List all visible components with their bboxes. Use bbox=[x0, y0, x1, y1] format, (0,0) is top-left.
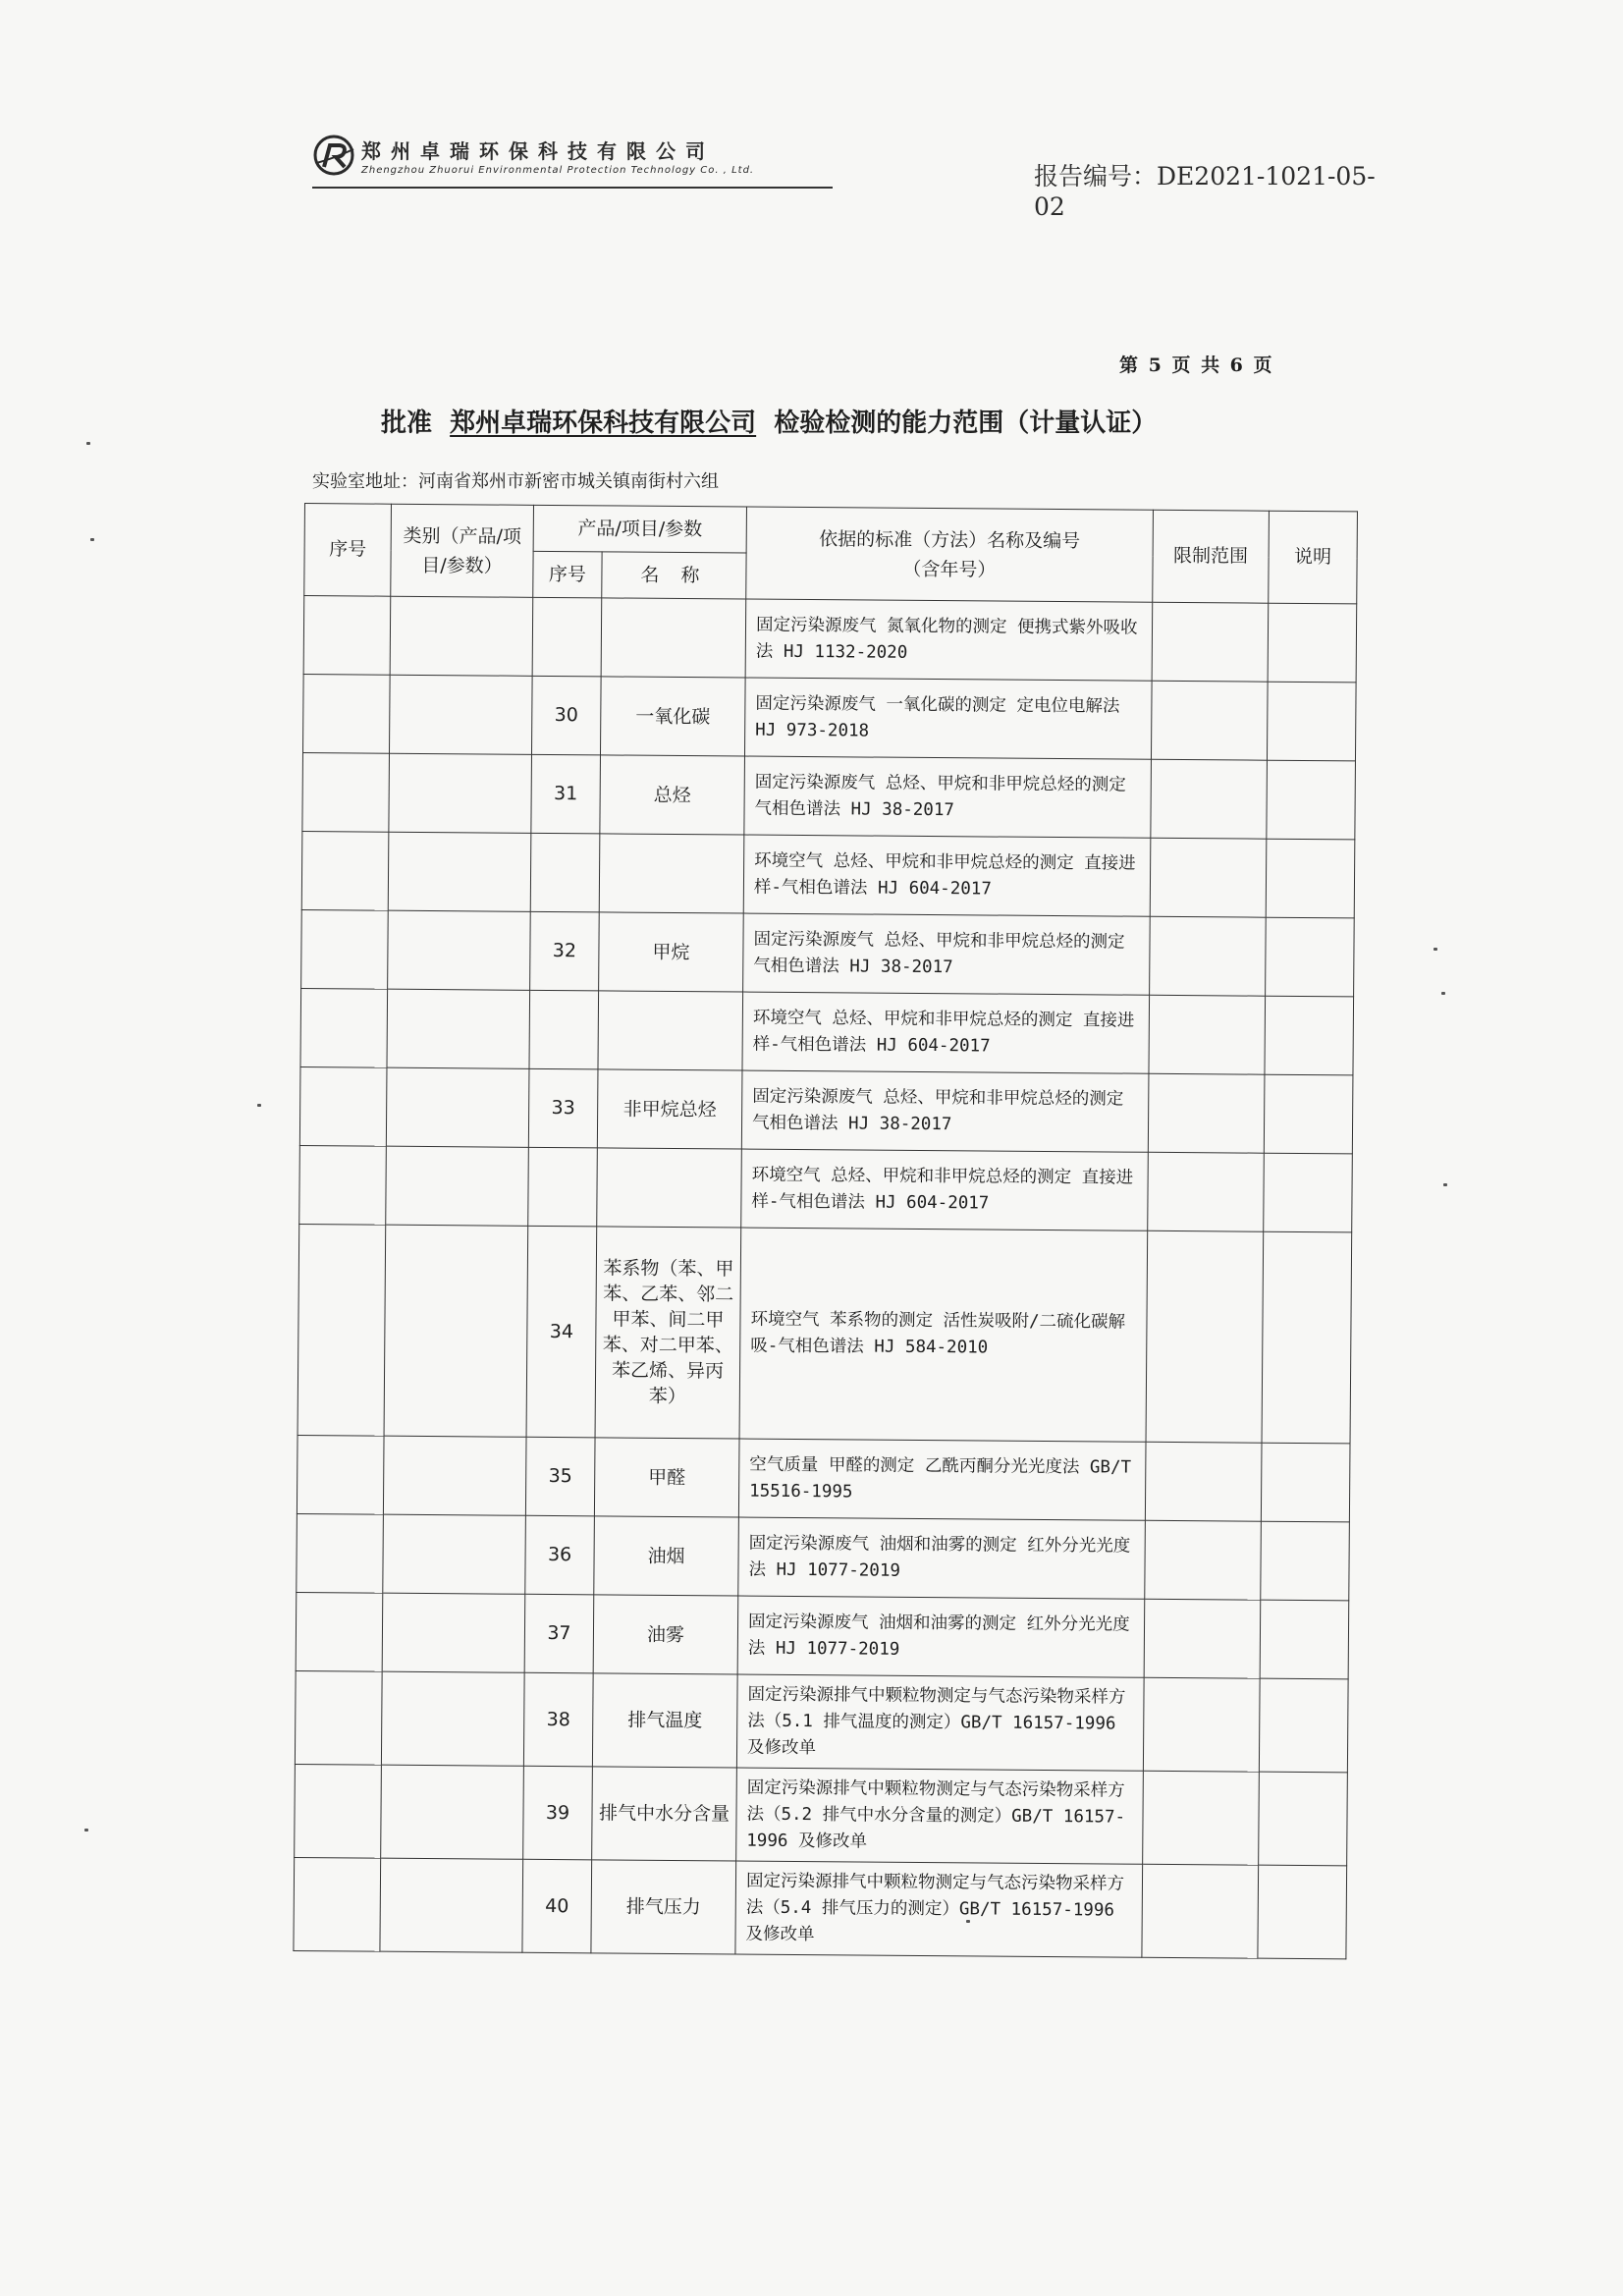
scan-speck bbox=[86, 442, 90, 445]
row-limit bbox=[1146, 1230, 1264, 1443]
row-note bbox=[1266, 917, 1355, 997]
row-note bbox=[1267, 682, 1356, 761]
row-limit bbox=[1144, 1599, 1261, 1678]
scan-speck bbox=[257, 1104, 261, 1107]
row-sub-seq: 39 bbox=[523, 1766, 593, 1860]
row-note bbox=[1260, 1600, 1349, 1679]
row-limit bbox=[1148, 1073, 1265, 1153]
header-note: 说明 bbox=[1269, 511, 1358, 604]
row-sub-seq: 37 bbox=[524, 1594, 594, 1673]
header-sub-seq: 序号 bbox=[533, 551, 602, 598]
row-standard: 固定污染源排气中颗粒物测定与气态污染物采样方法（5.2 排气中水分含量的测定）GB/T 16157-1996 及修改单 bbox=[736, 1768, 1144, 1864]
row-standard: 固定污染源废气 氮氧化物的测定 便携式紫外吸收法 HJ 1132-2020 bbox=[745, 599, 1153, 681]
row-name: 一氧化碳 bbox=[600, 677, 745, 756]
row-note bbox=[1264, 1153, 1353, 1232]
company-name-cn: 郑州卓瑞环保科技有限公司 bbox=[361, 139, 715, 163]
header-product-group: 产品/项目/参数 bbox=[533, 505, 746, 553]
row-category bbox=[384, 1225, 528, 1437]
row-standard: 环境空气 总烃、甲烷和非甲烷总烃的测定 直接进样-气相色谱法 HJ 604-2017 bbox=[741, 1149, 1149, 1230]
row-note bbox=[1258, 1865, 1347, 1959]
row-sub-seq: 36 bbox=[525, 1515, 595, 1595]
table-row bbox=[303, 674, 1357, 760]
row-seq bbox=[294, 1857, 381, 1951]
row-category bbox=[381, 1765, 524, 1859]
company-name-en: Zhengzhou Zhuorui Environmental Protection Technology Co. , Ltd. bbox=[361, 165, 755, 176]
row-limit bbox=[1151, 681, 1268, 760]
row-name: 油烟 bbox=[594, 1516, 739, 1596]
row-standard: 固定污染源废气 油烟和油雾的测定 红外分光光度法 HJ 1077-2019 bbox=[737, 1596, 1145, 1677]
row-sub-seq: 32 bbox=[530, 911, 600, 991]
row-standard: 环境空气 总烃、甲烷和非甲烷总烃的测定 直接进样-气相色谱法 HJ 604-2017 bbox=[742, 992, 1150, 1073]
table-row bbox=[301, 909, 1355, 996]
table-row bbox=[294, 1857, 1347, 1958]
row-category bbox=[390, 596, 533, 676]
row-category bbox=[383, 1514, 526, 1594]
row-seq bbox=[298, 1224, 386, 1436]
row-note bbox=[1259, 1678, 1348, 1773]
row-sub-seq: 34 bbox=[526, 1226, 597, 1438]
header-category: 类别（产品/项目/参数） bbox=[391, 504, 534, 597]
row-limit bbox=[1150, 838, 1267, 917]
row-name: 非甲烷总烃 bbox=[597, 1069, 742, 1149]
row-name: 甲醛 bbox=[594, 1438, 739, 1517]
row-limit bbox=[1148, 1152, 1265, 1231]
table-row bbox=[298, 1224, 1352, 1443]
row-standard: 固定污染源废气 油烟和油雾的测定 红外分光光度法 HJ 1077-2019 bbox=[738, 1517, 1146, 1599]
row-sub-seq: 31 bbox=[531, 754, 601, 834]
row-seq bbox=[297, 1513, 384, 1593]
row-name bbox=[599, 834, 744, 913]
table-row bbox=[297, 1435, 1350, 1521]
row-standard: 固定污染源排气中颗粒物测定与气态污染物采样方法（5.4 排气压力的测定）GB/T 16157-1996 及修改单 bbox=[735, 1861, 1143, 1957]
row-name: 总烃 bbox=[600, 755, 745, 835]
row-sub-seq bbox=[532, 597, 602, 677]
row-limit bbox=[1142, 1864, 1259, 1958]
table-row bbox=[300, 988, 1354, 1074]
title-prefix: 批准 bbox=[381, 409, 433, 438]
header-name: 名 称 bbox=[602, 552, 746, 599]
page-number: 第 5 页 共 6 页 bbox=[1119, 355, 1274, 376]
header-seq: 序号 bbox=[304, 504, 392, 597]
row-seq bbox=[303, 674, 391, 753]
row-name bbox=[598, 991, 743, 1070]
title-company: 郑州卓瑞环保科技有限公司 bbox=[450, 409, 757, 438]
row-category bbox=[381, 1671, 524, 1766]
scan-speck bbox=[1443, 1183, 1447, 1186]
scan-speck bbox=[84, 1829, 88, 1831]
row-standard: 固定污染源废气 一氧化碳的测定 定电位电解法 HJ 973-2018 bbox=[744, 678, 1152, 759]
row-category bbox=[389, 753, 532, 833]
row-limit bbox=[1145, 1520, 1262, 1600]
capability-table bbox=[293, 503, 1358, 1959]
row-name bbox=[601, 598, 746, 678]
row-note bbox=[1261, 1443, 1350, 1522]
row-limit bbox=[1145, 1442, 1262, 1521]
row-name: 苯系物（苯、甲苯、乙苯、邻二甲苯、间二甲苯、对二甲苯、苯乙烯、异丙苯） bbox=[595, 1227, 741, 1439]
row-category bbox=[388, 832, 531, 911]
row-seq bbox=[303, 596, 391, 676]
table-row bbox=[295, 1764, 1348, 1865]
row-name: 甲烷 bbox=[599, 912, 744, 992]
table-row bbox=[297, 1513, 1350, 1600]
row-category bbox=[388, 910, 531, 990]
table-row bbox=[303, 596, 1357, 683]
row-limit bbox=[1149, 995, 1266, 1074]
row-note bbox=[1259, 1772, 1348, 1866]
row-category bbox=[389, 675, 532, 754]
table-header-row bbox=[304, 504, 1357, 558]
row-name: 油雾 bbox=[593, 1595, 738, 1674]
row-limit bbox=[1150, 916, 1267, 996]
row-standard: 环境空气 苯系物的测定 活性炭吸附/二硫化碳解吸-气相色谱法 HJ 584-2010 bbox=[739, 1228, 1148, 1442]
scan-speck bbox=[1441, 992, 1445, 995]
row-sub-seq bbox=[529, 990, 599, 1069]
row-seq bbox=[295, 1670, 382, 1765]
row-seq bbox=[301, 831, 389, 910]
row-seq bbox=[302, 752, 390, 832]
row-category bbox=[382, 1593, 525, 1672]
table-row bbox=[296, 1592, 1349, 1678]
row-seq bbox=[299, 1066, 387, 1146]
table-row bbox=[299, 1145, 1353, 1231]
header-standard: 依据的标准（方法）名称及编号（含年号） bbox=[746, 507, 1154, 602]
scan-speck bbox=[1434, 948, 1437, 951]
title-suffix: 检验检测的能力范围（计量认证） bbox=[774, 409, 1158, 438]
row-limit bbox=[1151, 759, 1268, 839]
header-limit: 限制范围 bbox=[1153, 510, 1270, 603]
row-standard: 空气质量 甲醛的测定 乙酰丙酮分光光度法 GB/T 15516-1995 bbox=[738, 1439, 1146, 1520]
row-seq bbox=[295, 1764, 382, 1858]
row-sub-seq: 30 bbox=[531, 676, 601, 755]
row-name: 排气温度 bbox=[592, 1673, 737, 1768]
row-note bbox=[1267, 760, 1356, 840]
row-seq bbox=[297, 1435, 384, 1514]
row-sub-seq bbox=[530, 833, 600, 912]
row-sub-seq: 38 bbox=[523, 1672, 593, 1767]
row-seq bbox=[301, 909, 389, 989]
scan-speck bbox=[90, 538, 94, 541]
page-title bbox=[381, 403, 1157, 439]
header-rule bbox=[312, 187, 833, 189]
lab-address: 实验室地址：河南省郑州市新密市城关镇南街村六组 bbox=[312, 471, 719, 492]
row-limit bbox=[1152, 602, 1269, 682]
row-seq bbox=[299, 1145, 387, 1225]
row-note bbox=[1262, 1231, 1352, 1444]
row-name bbox=[597, 1148, 742, 1228]
row-name: 排气压力 bbox=[591, 1860, 736, 1954]
letterhead bbox=[312, 130, 1402, 221]
row-category bbox=[380, 1858, 523, 1952]
row-standard: 固定污染源废气 总烃、甲烷和非甲烷总烃的测定 气相色谱法 HJ 38-2017 bbox=[744, 756, 1152, 838]
row-limit bbox=[1143, 1677, 1260, 1772]
row-standard: 固定污染源废气 总烃、甲烷和非甲烷总烃的测定 气相色谱法 HJ 38-2017 bbox=[741, 1070, 1149, 1152]
row-note bbox=[1261, 1521, 1350, 1601]
row-name: 排气中水分含量 bbox=[592, 1767, 737, 1861]
row-seq bbox=[300, 988, 388, 1067]
table-row bbox=[299, 1066, 1353, 1153]
row-category bbox=[383, 1436, 526, 1515]
row-standard: 固定污染源排气中颗粒物测定与气态污染物采样方法（5.1 排气温度的测定）GB/T 16157-1996 及修改单 bbox=[736, 1674, 1144, 1771]
row-sub-seq: 40 bbox=[522, 1859, 592, 1953]
company-logo-icon bbox=[312, 134, 357, 179]
row-standard: 环境空气 总烃、甲烷和非甲烷总烃的测定 直接进样-气相色谱法 HJ 604-2017 bbox=[743, 835, 1151, 916]
row-standard: 固定污染源废气 总烃、甲烷和非甲烷总烃的测定 气相色谱法 HJ 38-2017 bbox=[743, 913, 1151, 995]
row-limit bbox=[1143, 1771, 1260, 1865]
row-sub-seq: 33 bbox=[528, 1068, 598, 1148]
report-number: 报告编号：DE2021-1021-05-02 bbox=[1034, 162, 1376, 221]
scan-speck bbox=[966, 1920, 970, 1923]
row-category bbox=[386, 1067, 529, 1147]
row-sub-seq bbox=[528, 1147, 598, 1227]
row-note bbox=[1268, 603, 1357, 683]
row-note bbox=[1264, 1074, 1353, 1154]
row-category bbox=[386, 1146, 529, 1226]
row-category bbox=[387, 989, 530, 1068]
row-sub-seq: 35 bbox=[525, 1437, 595, 1516]
table-row bbox=[295, 1670, 1348, 1772]
row-note bbox=[1265, 996, 1354, 1075]
table-row bbox=[302, 752, 1356, 839]
table-row bbox=[301, 831, 1355, 917]
row-note bbox=[1266, 839, 1355, 918]
row-seq bbox=[296, 1592, 383, 1671]
